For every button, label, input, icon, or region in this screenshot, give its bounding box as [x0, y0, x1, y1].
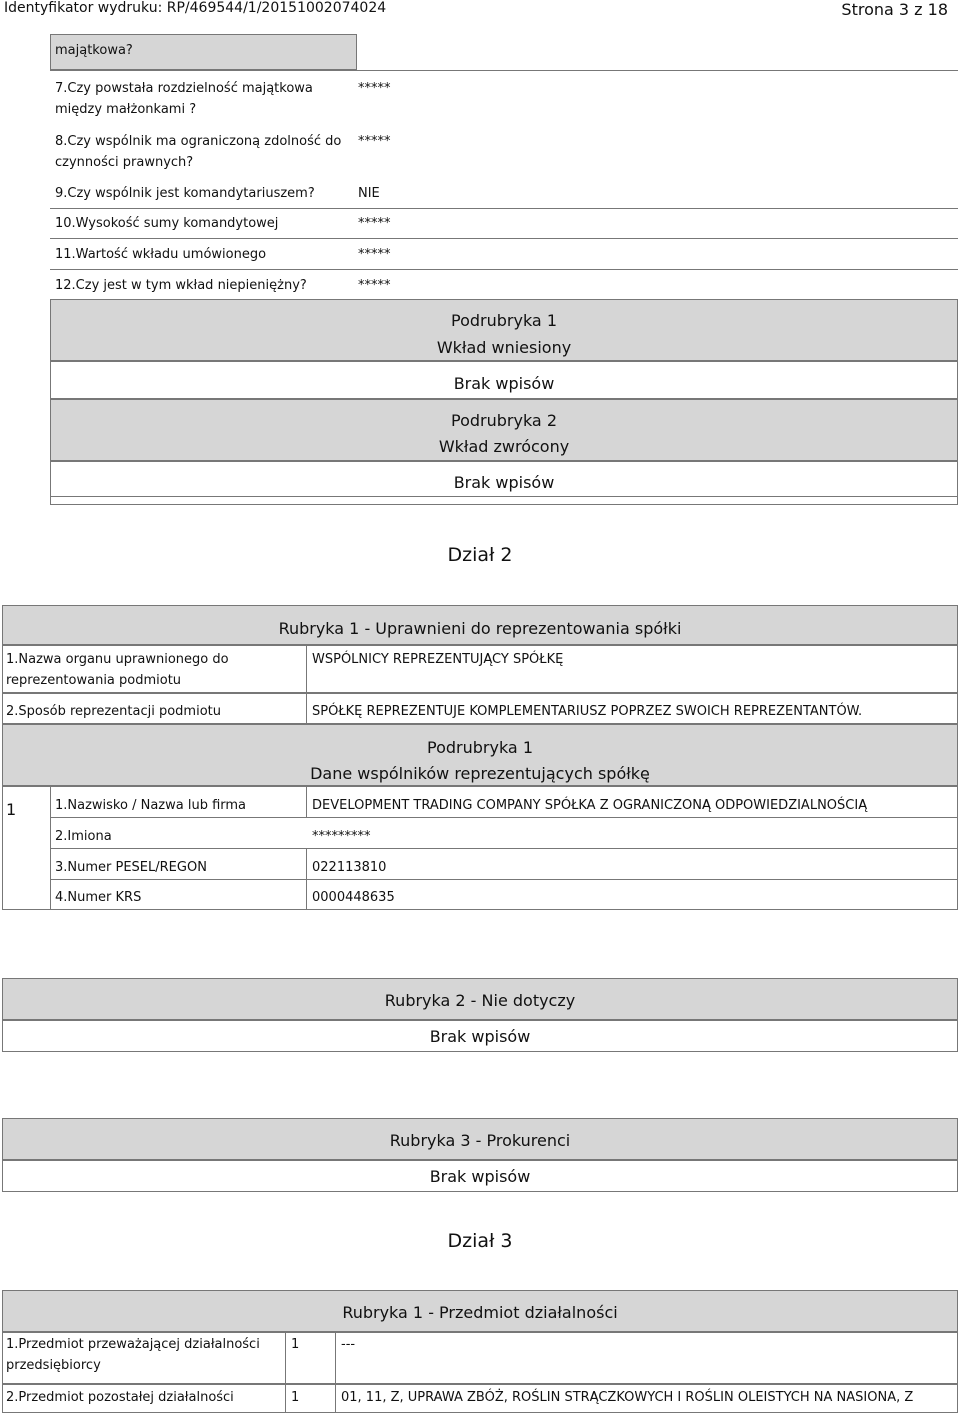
dzial3-row1-value: ---: [341, 1337, 356, 1352]
sub1-title: Podrubryka 1: [451, 311, 557, 330]
dzial3-row2-index: 1: [291, 1390, 300, 1405]
dzial3-rubryka1-title: Rubryka 1 - Przedmiot działalności: [342, 1303, 618, 1322]
dzial3-row1-label: 1.Przedmiot przeważającej działalności przedsiębiorcy: [6, 1337, 260, 1373]
rubryka2-title: Rubryka 2 - Nie dotyczy: [384, 991, 576, 1010]
sub2-subtitle: Wkład zwrócony: [438, 437, 570, 456]
row-label-majatkowa: majątkowa?: [55, 43, 133, 58]
row-label-9: 9.Czy wspólnik jest komandytariuszem?: [55, 186, 315, 201]
row-value-9: NIE: [358, 186, 380, 201]
row-value-12: *****: [358, 278, 391, 293]
row-label-7: 7.Czy powstała rozdzielność majątkowa między małżonkami ?: [55, 81, 313, 117]
wspolnik-value-1: DEVELOPMENT TRADING COMPANY SPÓŁKA Z OGRANICZONĄ ODPOWIEDZIALNOŚCIĄ: [312, 798, 868, 813]
sub1-empty: Brak wpisów: [453, 374, 555, 393]
dzial3-row2-value: 01, 11, Z, UPRAWA ZBÓŻ, ROŚLIN STRĄCZKOWYCH I ROŚLIN OLEISTYCH NA NASIONA, Z: [341, 1390, 914, 1405]
dzial3-title: Dział 3: [447, 1230, 513, 1252]
dzial2-title: Dział 2: [447, 544, 513, 566]
row-value-10: *****: [358, 216, 391, 231]
rubryka1-row1-label: 1.Nazwa organu uprawnionego do reprezentowania podmiotu: [6, 652, 229, 688]
page-number: Strona 3 z 18: [841, 0, 948, 19]
wspolnik-value-4: 0000448635: [312, 890, 395, 905]
dzial3-row2-label: 2.Przedmiot pozostałej działalności: [6, 1390, 234, 1405]
rubryka2-empty: Brak wpisów: [429, 1027, 531, 1046]
podrubryka-title: Podrubryka 1: [427, 738, 533, 757]
rubryka3-title: Rubryka 3 - Prokurenci: [389, 1131, 571, 1150]
podrubryka-subtitle: Dane wspólników reprezentujących spółkę: [310, 764, 650, 783]
podrubryka-index: 1: [6, 800, 17, 819]
row-label-11: 11.Wartość wkładu umówionego: [55, 247, 267, 262]
rubryka1-row2-label: 2.Sposób reprezentacji podmiotu: [6, 704, 221, 719]
sub2-title: Podrubryka 2: [451, 411, 557, 430]
row-value-7: *****: [358, 81, 391, 96]
rubryka1-row2-value: SPÓŁKĘ REPREZENTUJE KOMPLEMENTARIUSZ POPRZEZ SWOICH REPREZENTANTÓW.: [312, 704, 863, 719]
wspolnik-label-4: 4.Numer KRS: [55, 890, 142, 905]
rubryka1-title: Rubryka 1 - Uprawnieni do reprezentowania spółki: [278, 619, 682, 638]
wspolnik-value-2: *********: [312, 829, 371, 844]
wspolnik-label-1: 1.Nazwisko / Nazwa lub firma: [55, 798, 247, 813]
wspolnik-label-2: 2.Imiona: [55, 829, 112, 844]
row-label-8: 8.Czy wspólnik ma ograniczoną zdolność do czynności prawnych?: [55, 134, 342, 170]
rubryka1-row1-value: WSPÓLNICY REPREZENTUJĄCY SPÓŁKĘ: [312, 652, 564, 667]
wspolnik-value-3: 022113810: [312, 860, 387, 875]
dzial3-row1-index: 1: [291, 1337, 300, 1352]
sub2-empty: Brak wpisów: [453, 473, 555, 492]
row-value-8: *****: [358, 134, 391, 149]
row-label-12: 12.Czy jest w tym wkład niepieniężny?: [55, 278, 307, 293]
sub1-subtitle: Wkład wniesiony: [436, 338, 572, 357]
wspolnik-label-3: 3.Numer PESEL/REGON: [55, 860, 207, 875]
print-identifier: Identyfikator wydruku: RP/469544/1/20151002074024: [4, 0, 387, 16]
rubryka3-empty: Brak wpisów: [429, 1167, 531, 1186]
row-value-11: *****: [358, 247, 391, 262]
row-label-10: 10.Wysokość sumy komandytowej: [55, 216, 279, 231]
